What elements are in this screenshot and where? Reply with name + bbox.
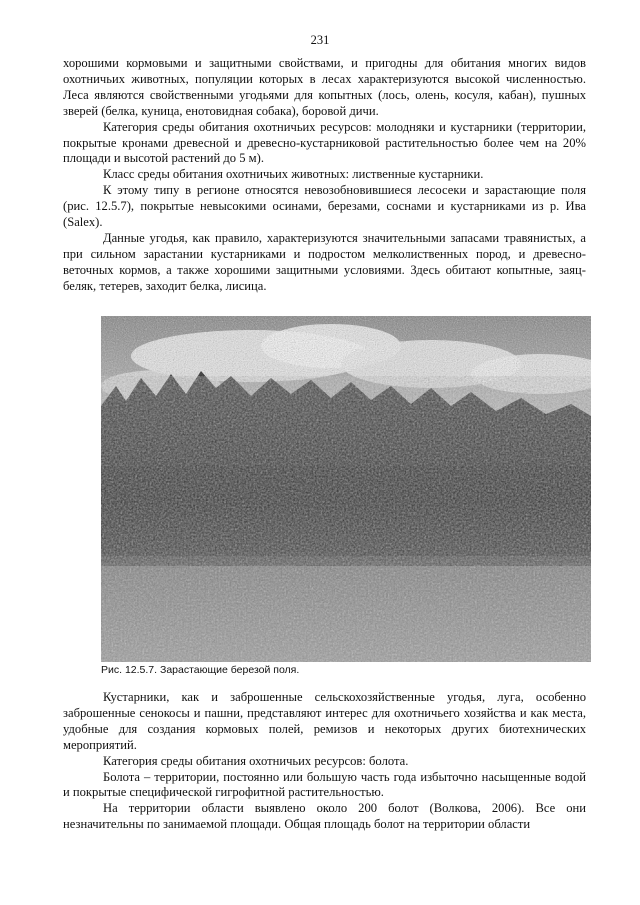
paragraph: Данные угодья, как правило, характеризуются значительными запасами травянистых, а при сильном зарастании кустарниками и подростом мелколиственных пород, и древесно-веточных кормов, а также хорошими защитными условиями. Здесь обитают копытные, заяц-беляк, тетерев, заходит белка, лисица.: [63, 230, 586, 293]
paragraph: хорошими кормовыми и защитными свойствами, и пригодны для обитания многих видов охотничьих животных, популяции которых в лесах характеризуются высокой численностью. Леса являются свойственными угодьями для копытных (лось, олень, косуля, кабан), пушных зверей (белка, куница, енотовидная собака), боровой дичи.: [63, 56, 586, 118]
paragraph: Кустарники, как и заброшенные сельскохозяйственные угодья, луга, особенно заброшенные сенокосы и пашни, представляют интерес для охотничьего хозяйства и как места, удобные для создания кормовых полей, ремизов и некоторых других биотехнических мероприятий.: [63, 690, 586, 752]
paragraph: К этому типу в регионе относятся невозобновившиеся лесосеки и зарастающие поля (рис. 12.5.7), покрытые невысокими осинами, березами, соснами и кустарниками из р. Ива (Salex).: [63, 183, 586, 230]
figure-photo-overgrown-field: [101, 316, 591, 662]
paragraph: Категория среды обитания охотничьих ресурсов: молодняки и кустарники (территории, покрытые кронами древесной и древесно-кустарниковой растительностью более чем на 20% площади и высотой растений до 5 м).: [63, 119, 586, 166]
text-block-top: [63, 56, 586, 295]
figure-caption: Рис. 12.5.7. Зарастающие березой поля.: [101, 664, 300, 676]
page-number: 231: [310, 33, 330, 47]
text-block-bottom: [63, 690, 586, 833]
paragraph: На территории области выявлено около 200 болот (Волкова, 2006). Все они незначительны по занимаемой площади. Общая площадь болот на территории области: [63, 801, 586, 832]
paragraph: Болота – территории, постоянно или большую часть года избыточно насыщенные водой и покрытые специфической гигрофитной растительностью.: [63, 769, 586, 800]
overgrown-field-photo: [101, 316, 591, 662]
paragraph: Категория среды обитания охотничьих ресурсов: болота.: [103, 753, 409, 768]
paragraph: Класс среды обитания охотничьих животных: лиственные кустарники.: [103, 167, 484, 182]
